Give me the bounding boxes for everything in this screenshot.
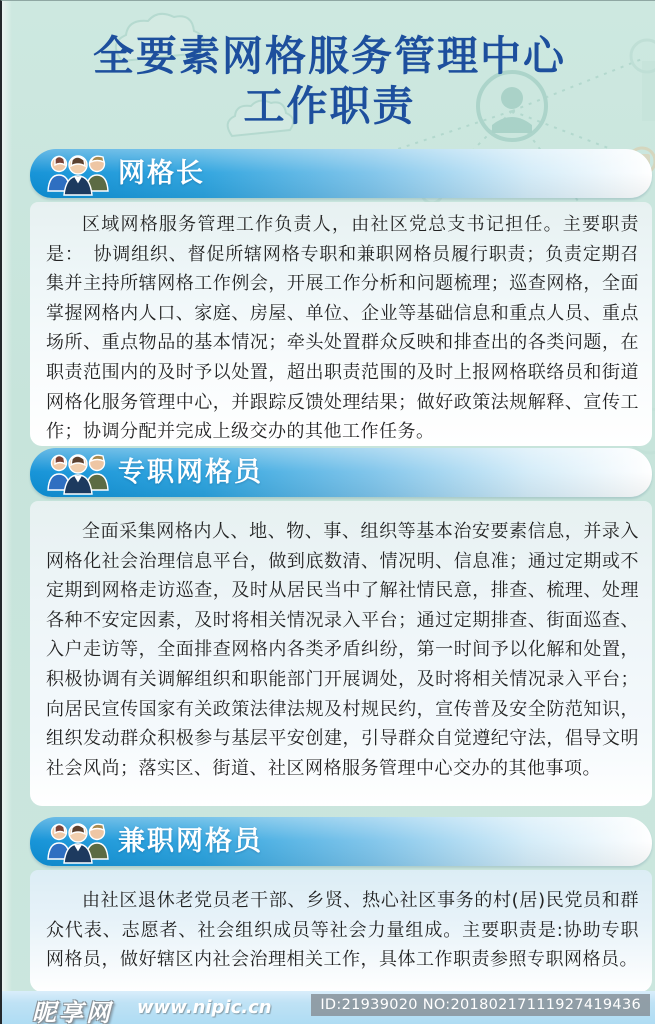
section-body-panel — [30, 501, 652, 806]
page-title-line1: 全要素网格服务管理中心 — [93, 32, 566, 80]
people-group-icon — [46, 452, 110, 495]
section-body-text: 由社区退休老党员老干部、乡贤、热心社区事务的村(居)民党员和群众代表、志愿者、社会组织成员等社会力量组成。主要职责是:协助专职网格员，做好辖区内社会治理相关工作，具体工作职责参照专职网格员。 — [46, 890, 639, 971]
watermark-footer — [2, 991, 655, 1024]
section-header-bar — [30, 817, 652, 866]
section-fulltime-grid-member — [30, 448, 652, 806]
people-group-icon — [46, 821, 110, 864]
image-id-badge: ID:21939020 NO:20180217111927419436 — [311, 994, 650, 1016]
section-header-label: 兼职网格员 — [118, 826, 263, 857]
nipic-logo: 昵享网 — [32, 999, 113, 1024]
section-body-panel — [30, 202, 652, 446]
section-grid-leader — [30, 149, 652, 446]
section-header-bar — [30, 448, 652, 497]
page-title — [2, 31, 655, 131]
section-header-bar — [30, 149, 652, 198]
left-edge-sheen — [2, 1, 12, 1024]
section-body-text: 区域网格服务管理工作负责人，由社区党总支书记担任。主要职责是： 协调组织、督促所辖网格专职和兼职网格员履行职责；负责定期召集并主持所辖网格工作例会，开展工作分析和问题梳理；巡查网格，全面掌握网格内人口、家庭、房屋、单位、企业等基础信息和重点人员、重点场所、重点物品的基本情况；牵头处置群众反映和排查出的各类问题，在职责范围内的及时予以处置，超出职责范围的及时上报网格联络员和街道网格化服务管理中心，并跟踪反馈处理结果；做好政策法规解释、宣传工作；协调分配并完成上级交办的其他工作任务。 — [46, 214, 639, 443]
page-title-line2: 工作职责 — [243, 82, 416, 130]
section-body-text: 全面采集网格内人、地、物、事、组织等基本治安要素信息，并录入网格化社会治理信息平台，做到底数清、情况明、信息准；通过定期或不定期到网格走访巡查，及时从居民当中了解社情民意，排查、梳理、处理各种不安定因素，及时将相关情况录入平台；通过定期排查、街面巡查、入户走访等，全面排查网格内各类矛盾纠纷，第一时间予以化解和处置，积极协调有关调解组织和职能部门开展调处，及时将相关情况录入平台；向居民宣传国家有关政策法律法规及村规民约，宣传普及安全防范知识，组织发动群众积极参与基层平安创建，引导群众自觉遵纪守法，倡导文明社会风尚；落实区、街道、社区网格服务管理中心交办的其他事项。 — [46, 521, 639, 779]
section-header-label: 网格长 — [118, 158, 205, 189]
section-header-label: 专职网格员 — [118, 457, 263, 488]
site-url-text: www.nipic.cn — [137, 997, 272, 1018]
section-body-panel — [30, 870, 652, 992]
section-parttime-grid-member — [30, 817, 652, 992]
people-group-icon — [46, 153, 110, 196]
